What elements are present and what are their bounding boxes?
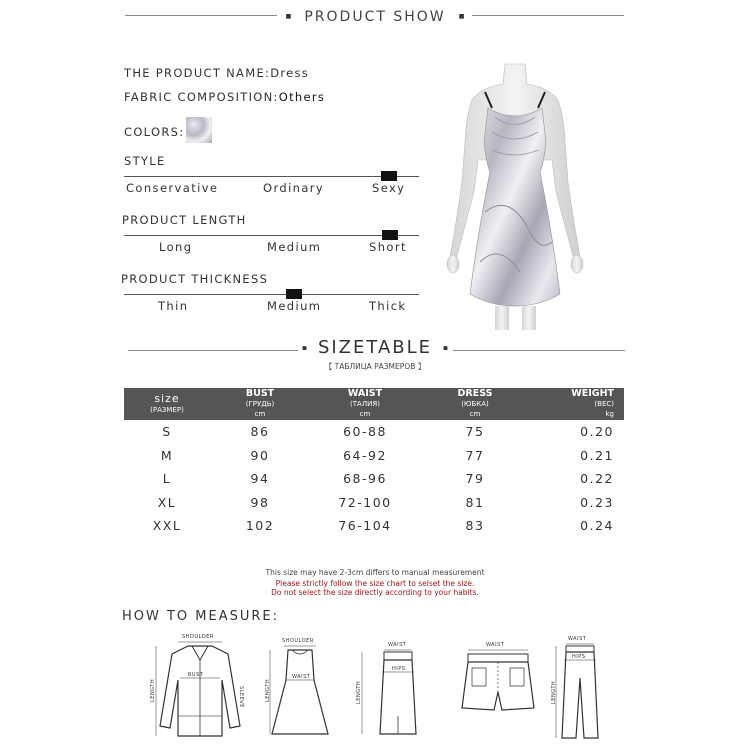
- length-label: LENGTH: [551, 680, 557, 704]
- thickness-option: Thin: [158, 299, 189, 313]
- cell-weight: 0.21: [580, 447, 614, 463]
- size-table-header: [124, 388, 624, 420]
- length-label: PRODUCT LENGTH: [122, 213, 247, 227]
- header-rule-right: [472, 15, 624, 16]
- thickness-label: PRODUCT THICKNESS: [121, 272, 269, 286]
- sizetable-title: SIZETABLE: [317, 337, 433, 358]
- thickness-scale-line: [124, 294, 419, 295]
- header-weight: WEIGHT (ВЕС) kg: [571, 388, 614, 418]
- cell-waist: 60-88: [343, 424, 387, 440]
- fabric-value: Others: [278, 90, 326, 104]
- style-option: Sexy: [372, 181, 406, 195]
- product-name-value: Dress: [270, 66, 310, 80]
- shorts-measure-figure: [456, 638, 540, 718]
- header-title-row: [283, 6, 467, 25]
- table-row: [124, 420, 624, 444]
- length-scale-line: [124, 235, 419, 236]
- product-photo: [440, 62, 590, 332]
- cell-waist: 72-100: [338, 494, 392, 510]
- cell-bust: 86: [250, 424, 270, 440]
- color-swatch[interactable]: [186, 117, 212, 143]
- header-waist: WAIST (ТАЛИЯ) cm: [347, 388, 383, 418]
- length-option: Short: [369, 240, 407, 254]
- bullet-icon: ■: [302, 345, 307, 352]
- cell-weight: 0.20: [580, 424, 614, 440]
- sizetable-heading: [300, 337, 450, 358]
- cell-dress: 75: [465, 424, 485, 440]
- thickness-option: Medium: [267, 299, 322, 313]
- jacket-measure-figure: [148, 630, 252, 740]
- trousers-measure-figure: [552, 634, 606, 742]
- fabric-label: FABRIC COMPOSITION:: [124, 90, 279, 104]
- sizetable-subtitle: 【 ТАБЛИЦА РАЗМЕРОВ 】: [324, 362, 426, 371]
- style-option: Ordinary: [263, 181, 325, 195]
- shoulder-label: SHOULDER: [282, 638, 314, 644]
- cell-waist: 76-104: [338, 518, 392, 534]
- note-measurement: This size may have 2-3cm differs to manual measurement: [265, 568, 485, 577]
- waist-label: WAIST: [388, 642, 407, 648]
- note-warning-2: Do not select the size directly according to your habits.: [271, 588, 479, 597]
- cell-weight: 0.24: [580, 518, 614, 534]
- waist-label: WAIST: [292, 674, 311, 680]
- sizetable-rule-right: [453, 350, 625, 351]
- colors-label: COLORS:: [124, 125, 185, 139]
- fabric-row: [124, 90, 325, 104]
- cell-bust: 98: [250, 494, 270, 510]
- cell-bust: 90: [250, 447, 270, 463]
- cell-dress: 81: [465, 494, 485, 510]
- bullet-icon: ■: [443, 345, 448, 352]
- cell-bust: 94: [250, 471, 270, 487]
- size-table: [124, 388, 624, 538]
- cell-dress: 83: [465, 518, 485, 534]
- bullet-icon: ■: [458, 13, 465, 20]
- cell-waist: 68-96: [343, 471, 387, 487]
- product-name-label: THE PRODUCT NAME:: [124, 66, 271, 80]
- thickness-option: Thick: [369, 299, 407, 313]
- style-option: Conservative: [126, 181, 219, 195]
- cell-size: S: [162, 424, 172, 440]
- cell-size: M: [160, 447, 174, 463]
- cell-dress: 79: [465, 471, 485, 487]
- table-row: [124, 444, 624, 468]
- sizetable-rule-left: [128, 350, 298, 351]
- style-scale-line: [124, 176, 419, 177]
- table-row: [124, 491, 624, 515]
- product-name-row: [124, 66, 309, 80]
- page-title: PRODUCT SHOW: [304, 9, 446, 25]
- hips-label: HIPS: [572, 654, 586, 660]
- style-label: STYLE: [124, 154, 166, 168]
- waist-label: WAIST: [486, 642, 505, 648]
- how-to-measure-title: HOW TO MEASURE:: [122, 609, 280, 624]
- cell-weight: 0.22: [580, 471, 614, 487]
- skirt-measure-figure: [354, 638, 420, 740]
- bust-label: BUST: [188, 672, 204, 678]
- length-label: LENGTH: [150, 678, 156, 702]
- cell-bust: 102: [245, 518, 275, 534]
- table-row: [124, 467, 624, 491]
- length-option: Medium: [267, 240, 322, 254]
- note-warning-1: Please strictly follow the size chart to selset the size.: [275, 579, 475, 588]
- table-row: [124, 514, 624, 538]
- hips-label: HIPS: [392, 666, 406, 672]
- length-label: LENGTH: [356, 680, 362, 704]
- style-marker: [381, 171, 397, 181]
- cell-waist: 64-92: [343, 447, 387, 463]
- length-marker: [382, 230, 398, 240]
- sleeve-label: SLEEVE: [238, 686, 244, 708]
- header-rule-left: [125, 15, 277, 16]
- waist-label: WAIST: [568, 636, 587, 642]
- bullet-icon: ■: [285, 13, 292, 20]
- header-bust: BUST (ГРУДЬ) cm: [245, 388, 275, 418]
- length-option: Long: [159, 240, 193, 254]
- header-size: size (РАЗМЕР): [150, 391, 184, 414]
- thickness-marker: [286, 289, 302, 299]
- length-label: LENGTH: [265, 678, 271, 702]
- shoulder-label: SHOULDER: [182, 634, 214, 640]
- dress-measure-figure: [266, 636, 332, 740]
- header-dress: DRESS (ЮБКА) cm: [457, 388, 493, 418]
- cell-dress: 77: [465, 447, 485, 463]
- cell-size: XXL: [152, 518, 182, 534]
- cell-size: XL: [157, 494, 177, 510]
- cell-weight: 0.23: [580, 494, 614, 510]
- cell-size: L: [162, 471, 172, 487]
